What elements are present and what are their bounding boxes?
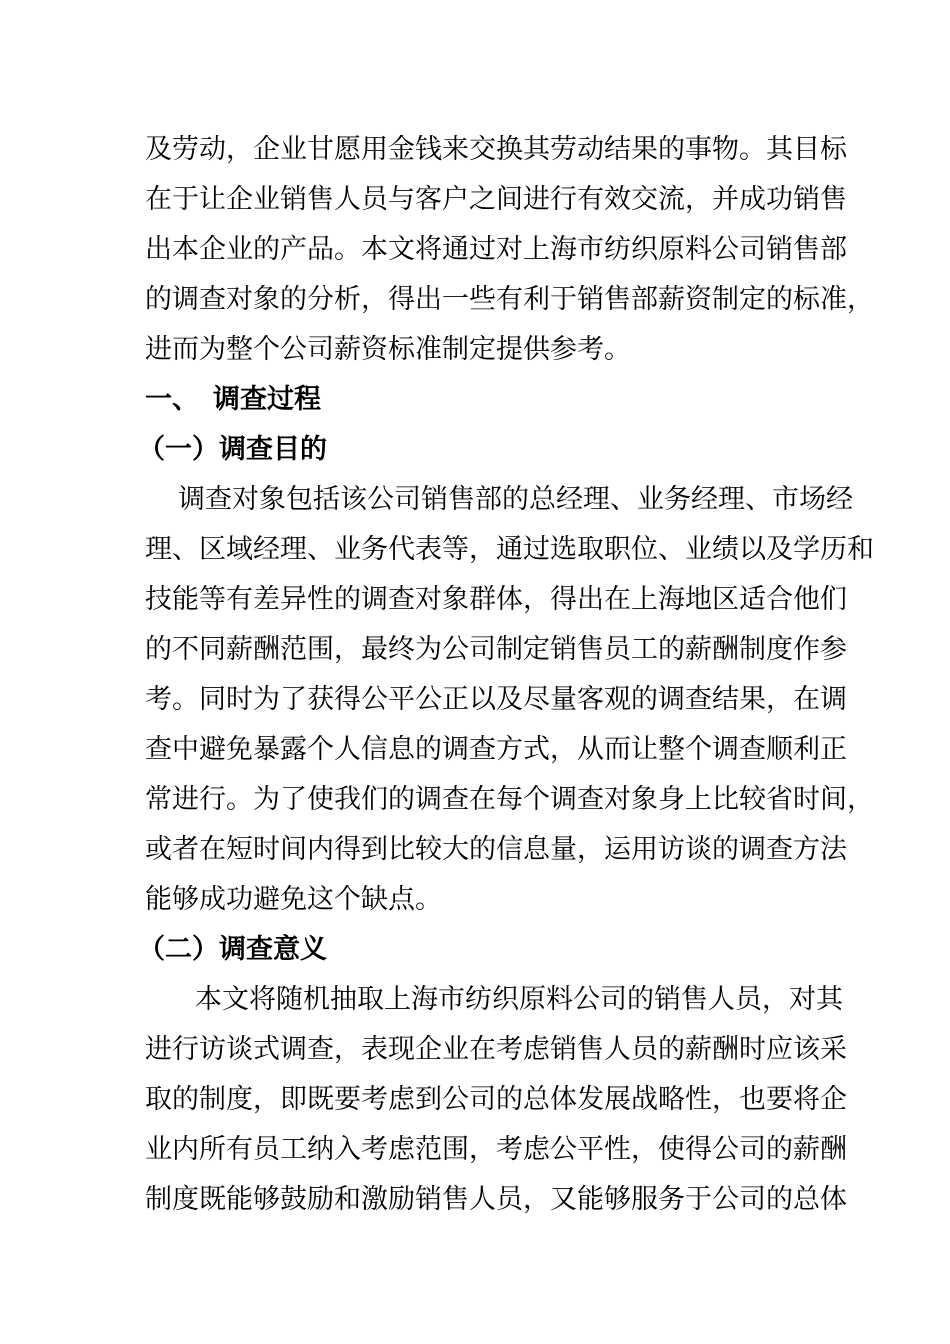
paragraph-line: 或者在短时间内得到比较大的信息量，运用访谈的调查方法: [145, 834, 847, 865]
paragraph-line: 查中避免暴露个人信息的调查方式，从而让整个调查顺利正: [145, 734, 847, 765]
paragraph-line: 进行访谈式调查，表现企业在考虑销售人员的薪酬时应该采: [145, 1034, 847, 1065]
section-heading: [145, 384, 321, 416]
paragraph-line: 技能等有差异性的调查对象群体，得出在上海地区适合他们: [145, 584, 847, 615]
paragraph-line: 业内所有员工纳入考虑范围，考虑公平性，使得公司的薪酬: [145, 1134, 847, 1165]
subsection-heading: （一）调查目的: [138, 434, 327, 465]
section-number: 一、: [145, 384, 199, 415]
paragraph-line: 调查对象包括该公司销售部的总经理、业务经理、市场经: [178, 484, 853, 515]
paragraph-line: 出本企业的产品。本文将通过对上海市纺织原料公司销售部: [145, 234, 847, 265]
paragraph-line: 理、区域经理、业务代表等，通过选取职位、业绩以及学历和: [145, 534, 874, 565]
section-title: 调查过程: [213, 384, 321, 415]
paragraph-line: 在于让企业销售人员与客户之间进行有效交流，并成功销售: [145, 184, 847, 215]
paragraph-line: 制度既能够鼓励和激励销售人员，又能够服务于公司的总体: [145, 1184, 847, 1215]
paragraph-line: 及劳动，企业甘愿用金钱来交换其劳动结果的事物。其目标: [145, 134, 847, 165]
paragraph-line: 本文将随机抽取上海市纺织原料公司的销售人员，对其: [195, 984, 843, 1015]
paragraph-line: 的不同薪酬范围，最终为公司制定销售员工的薪酬制度作参: [145, 634, 847, 665]
paragraph-line: 取的制度，即既要考虑到公司的总体发展战略性，也要将企: [145, 1084, 847, 1115]
subsection-heading: （二）调查意义: [138, 934, 327, 965]
paragraph-line: 进而为整个公司薪资标准制定提供参考。: [145, 334, 631, 365]
paragraph-line: 常进行。为了使我们的调查在每个调查对象身上比较省时间，: [145, 784, 874, 815]
paragraph-line: 考。同时为了获得公平公正以及尽量客观的调查结果，在调: [145, 684, 847, 715]
paragraph-line: 的调查对象的分析，得出一些有利于销售部薪资制定的标准，: [145, 284, 874, 315]
paragraph-line: 能够成功避免这个缺点。: [145, 884, 442, 915]
